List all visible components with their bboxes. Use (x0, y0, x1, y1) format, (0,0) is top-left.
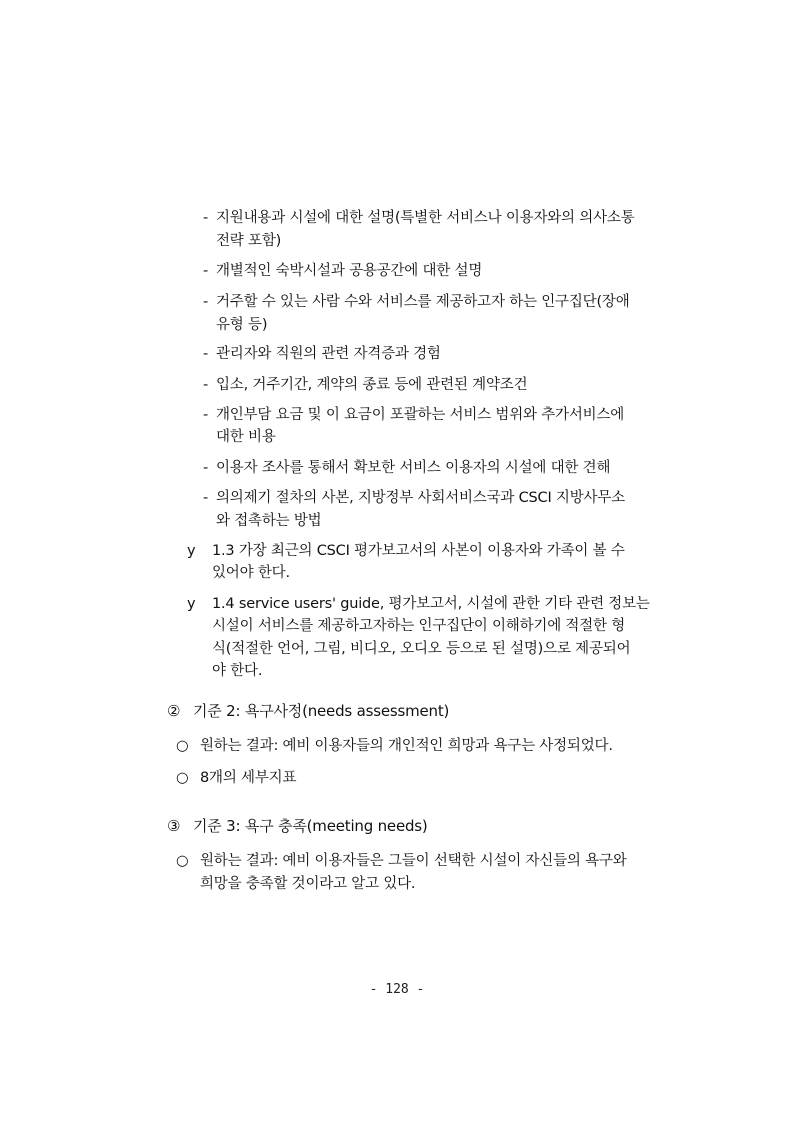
bullet-text: 희망을 충족할 것이라고 알고 있다. (200, 876, 416, 892)
circle-bullet: ○ (176, 853, 189, 869)
standard-2-number: ② (167, 702, 181, 720)
dash-marker: - (203, 346, 209, 362)
standard-3-number: ③ (167, 817, 181, 835)
y-item-text: 1.3 가장 최근의 CSCI 평가보고서의 사본이 이용자와 가족이 볼 수 (212, 543, 625, 559)
standard-3-title: 기준 3: 욕구 충족(meeting needs) (193, 817, 428, 835)
circle-bullet: ○ (176, 770, 189, 786)
circle-bullet: ○ (176, 738, 189, 754)
standard-2-title: 기준 2: 욕구사정(needs assessment) (193, 702, 450, 720)
dash-item-text: 전략 포함) (216, 233, 282, 249)
y-item-text: 1.4 service users' guide, 평가보고서, 시설에 관한 기타 관련 정보는 (212, 596, 650, 612)
dash-marker: - (203, 263, 209, 279)
dash-item-text: 유형 등) (216, 317, 268, 333)
dash-marker: - (203, 407, 209, 423)
y-item-text: 야 한다. (212, 663, 263, 679)
dash-item-text: 거주할 수 있는 사람 수와 서비스를 제공하고자 하는 인구집단(장애 (216, 294, 630, 310)
dash-item-text: 이용자 조사를 통해서 확보한 서비스 이용자의 시설에 대한 견해 (216, 460, 611, 476)
dash-item-text: 의의제기 절차의 사본, 지방정부 사회서비스국과 CSCI 지방사무소 (216, 490, 625, 506)
dash-item-text: 대한 비용 (216, 429, 276, 445)
dash-marker: - (203, 294, 209, 310)
dash-marker: - (203, 460, 209, 476)
dash-marker: - (203, 377, 209, 393)
bullet-text: 8개의 세부지표 (200, 770, 297, 786)
y-item-text: 식(적절한 언어, 그림, 비디오, 오디오 등으로 된 설명)으로 제공되어 (212, 641, 631, 657)
y-marker: y (187, 543, 196, 559)
dash-item-text: 입소, 거주기간, 계약의 종료 등에 관련된 계약조건 (216, 377, 528, 393)
dash-item-text: 와 접촉하는 방법 (216, 513, 322, 529)
y-item-text: 있어야 한다. (212, 565, 290, 581)
bullet-text: 원하는 결과: 예비 이용자들은 그들이 선택한 시설이 자신들의 욕구와 (200, 853, 627, 869)
dash-item-text: 지원내용과 시설에 대한 설명(특별한 서비스나 이용자와의 의사소통 (216, 210, 635, 226)
dash-marker: - (203, 210, 209, 226)
dash-marker: - (203, 490, 209, 506)
page-number: - 128 - (369, 982, 425, 997)
dash-item-text: 관리자와 직원의 관련 자격증과 경험 (216, 346, 441, 362)
dash-item-text: 개별적인 숙박시설과 공용공간에 대한 설명 (216, 263, 483, 279)
dash-item-text: 개인부담 요금 및 이 요금이 포괄하는 서비스 범위와 추가서비스에 (216, 407, 625, 423)
y-item-text: 시설이 서비스를 제공하고자하는 인구집단이 이해하기에 적절한 형 (212, 618, 626, 634)
bullet-text: 원하는 결과: 예비 이용자들의 개인적인 희망과 욕구는 사정되었다. (200, 738, 613, 754)
y-marker: y (187, 596, 196, 612)
